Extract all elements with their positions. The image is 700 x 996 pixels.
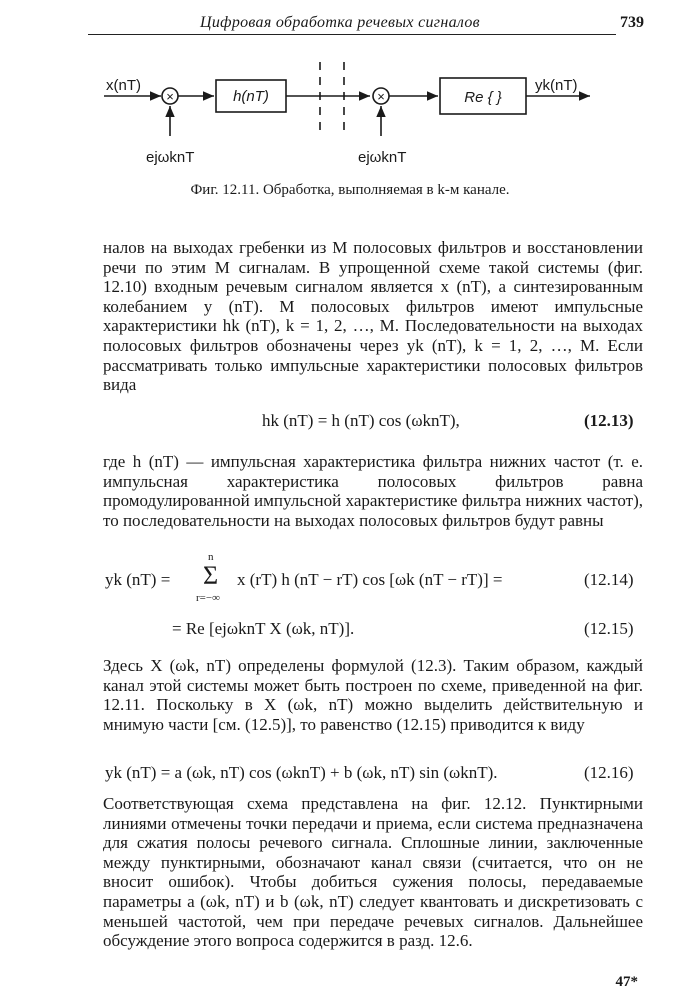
- paragraph-4: Соответствующая схема представлена на фиг. 12.12. Пунктирными линиями отмечены точки передачи и приема, если система предназначена для сжатия полосы речевого сигнала. Сплошные линии, заключенные между пунктирными, обозначают канал связи (считается, что он не вносит ошибок). Чтобы добиться сужения полосы, передаваемые параметры a (ωk, nT) и b (ωk, nT) следует квантовать и дискретизовать с меньшей частотой, чем при передаче речевых сигналов. Дальнейшее обсуждение этого вопроса содержится в разд. 12.6.: [103, 794, 643, 951]
- paragraph-2: где h (nT) — импульсная характеристика фильтра нижних частот (т. е. импульсная характеристика полосовых фильтров равна промодулированной импульсной характеристике фильтра нижних частот), то последовательности на выходах полосовых фильтров будут равны: [103, 452, 643, 530]
- multiplier-1-sign: ×: [166, 89, 174, 104]
- equation-12-14-rhs: x (rT) h (nT − rT) cos [ωk (nT − rT)] =: [237, 570, 503, 589]
- filter-label: h(nT): [233, 88, 269, 105]
- page-number: 739: [620, 14, 644, 31]
- carrier-label-1: ejωknT: [146, 149, 195, 166]
- equation-12-14-upper: n: [208, 551, 214, 563]
- equation-12-14-lower: r=−∞: [196, 592, 220, 604]
- equation-12-14-sigma: Σ: [203, 561, 219, 590]
- multiplier-2-sign: ×: [377, 89, 385, 104]
- paragraph-1: налов на выходах гребенки из M полосовых фильтров и восстановлении речи по этим M сигналам. В упрощенной схеме такой системы (фиг. 12.10) входным речевым сигналом является x (nT), а синтезированным колебанием y (nT). M полосовых фильтров имеют импульсные характеристики hk (nT), k = 1, 2, …, M. Последовательности на выходах полосовых фильтров обозначены через yk (nT), k = 1, 2, …, M. Если рассматривать только импульсные характеристики полосовых фильтров вида: [103, 238, 643, 395]
- block-diagram: [0, 58, 700, 176]
- output-label: yk(nT): [535, 77, 578, 94]
- running-title: Цифровая обработка речевых сигналов: [200, 14, 480, 31]
- paragraph-3: Здесь X (ωk, nT) определены формулой (12.3). Таким образом, каждый канал этой системы может быть построен по схеме, приведенной на фиг. 12.11. Поскольку в X (ωk, nT) можно выделить действительную и мнимую части [см. (12.5)], то равенство (12.15) приводится к виду: [103, 656, 643, 734]
- input-label: x(nT): [106, 77, 141, 94]
- equation-12-13: hk (nT) = h (nT) cos (ωknT),: [262, 411, 460, 430]
- signature-mark: 47*: [615, 974, 638, 990]
- equation-12-16-number: (12.16): [584, 763, 634, 782]
- figure-caption: Фиг. 12.11. Обработка, выполняемая в k-м канале.: [190, 182, 510, 198]
- equation-12-15-number: (12.15): [584, 619, 634, 638]
- re-label: Re { }: [464, 89, 502, 106]
- equation-12-13-number: (12.13): [584, 411, 634, 430]
- equation-12-15: = Re [ejωknT X (ωk, nT)].: [172, 619, 355, 638]
- equation-12-14-lhs: yk (nT) =: [105, 570, 171, 589]
- equation-12-14-number: (12.14): [584, 570, 634, 589]
- carrier-label-2: ejωknT: [358, 149, 407, 166]
- equation-12-16: yk (nT) = a (ωk, nT) cos (ωknT) + b (ωk, nT) sin (ωknT).: [105, 763, 498, 782]
